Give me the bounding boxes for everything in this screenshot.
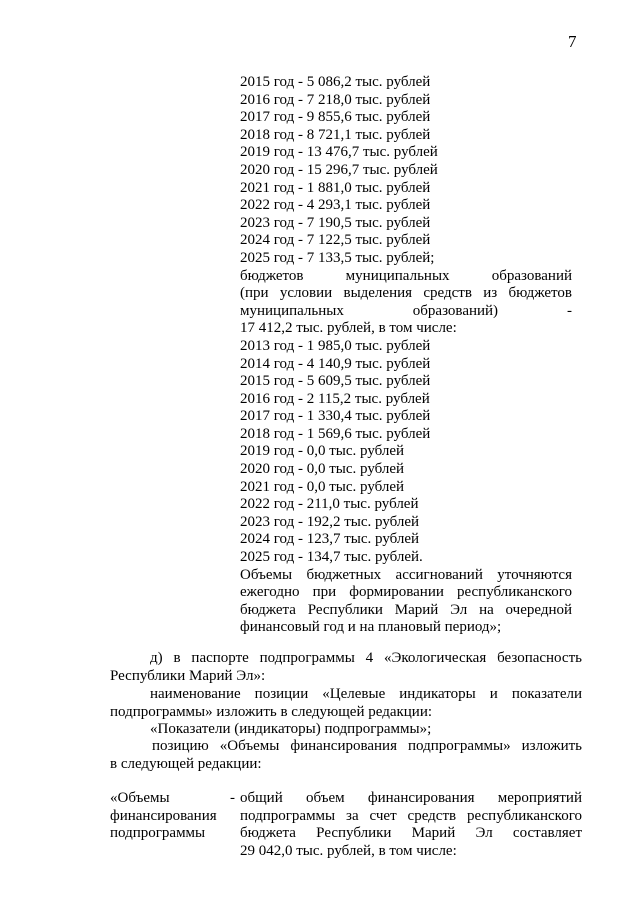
paragraph-line: Республики Марий Эл»:: [110, 667, 266, 684]
list-item: 2020 год - 15 296,7 тыс. рублей: [240, 161, 438, 178]
list-item: 2017 год - 1 330,4 тыс. рублей: [240, 408, 431, 425]
volumes-note-line: бюджета Республики Марий Эл на очередной: [240, 601, 572, 618]
list-item: 2019 год - 0,0 тыс. рублей: [240, 443, 405, 460]
table-label-line: «Объемы: [110, 790, 170, 806]
list-item: 2015 год - 5 086,2 тыс. рублей: [240, 74, 431, 90]
table-label-line: финансирования: [110, 807, 217, 824]
table-label-cell: [110, 790, 228, 843]
table-value-line: подпрограммы за счет средств республиканского: [240, 807, 582, 824]
list-item: 2023 год - 7 190,5 тыс. рублей: [240, 214, 431, 231]
paragraph-line: позицию «Объемы финансирования подпрограммы» изложить: [152, 738, 582, 754]
municipal-total: 17 412,2 тыс. рублей, в том числе:: [240, 320, 457, 337]
list-item: 2015 год - 5 609,5 тыс. рублей: [240, 373, 431, 390]
table-dash: -: [230, 790, 235, 806]
paragraph-d: [110, 650, 582, 685]
paragraph-indicators: [110, 721, 582, 739]
list-item: 2021 год - 0,0 тыс. рублей: [240, 478, 405, 495]
list-item: 2017 год - 9 855,6 тыс. рублей: [240, 109, 431, 126]
list-item: 2023 год - 192,2 тыс. рублей: [240, 513, 420, 530]
volumes-note-line: Объемы бюджетных ассигнований уточняются: [240, 566, 572, 583]
paragraph-line: наименование позиции «Целевые индикаторы и показатели: [150, 686, 582, 702]
table-value-line: 29 042,0 тыс. рублей, в том числе:: [240, 842, 457, 859]
table-value-line: бюджета Республики Марий Эл составляет: [240, 825, 582, 842]
list-item: 2013 год - 1 985,0 тыс. рублей: [240, 337, 431, 354]
paragraph-line: д) в паспорте подпрограммы 4 «Экологическая безопасность: [150, 650, 582, 666]
paragraph-line: в следующей редакции:: [110, 755, 262, 772]
table-value-cell: [240, 790, 582, 860]
list-item: 2022 год - 4 293,1 тыс. рублей: [240, 197, 431, 214]
list-item: 2018 год - 1 569,6 тыс. рублей: [240, 425, 431, 442]
list-item: 2019 год - 13 476,7 тыс. рублей: [240, 144, 438, 161]
table-value-line: общий объем финансирования мероприятий: [240, 790, 582, 806]
list-item: 2014 год - 4 140,9 тыс. рублей: [240, 355, 431, 372]
list-item: 2016 год - 7 218,0 тыс. рублей: [240, 91, 431, 108]
page-number: 7: [568, 32, 577, 51]
list-item: 2024 год - 7 122,5 тыс. рублей: [240, 232, 431, 249]
list-item: 2021 год - 1 881,0 тыс. рублей: [240, 179, 431, 196]
paragraph-name: [110, 686, 582, 721]
list-item: 2025 год - 7 133,5 тыс. рублей;: [240, 249, 435, 266]
municipal-heading-line: муниципальных образований) -: [240, 302, 572, 319]
municipal-heading-line: (при условии выделения средств из бюджетов: [240, 285, 572, 302]
list-item: 2024 год - 123,7 тыс. рублей: [240, 531, 420, 548]
paragraph-line: «Показатели (индикаторы) подпрограммы»;: [150, 721, 432, 737]
volumes-note-line: ежегодно при формировании республиканского: [240, 584, 572, 601]
paragraph-line: подпрограммы» изложить в следующей редакции:: [110, 703, 433, 720]
list-item: 2020 год - 0,0 тыс. рублей: [240, 461, 405, 478]
paragraph-position: [110, 738, 582, 773]
list-item: 2022 год - 211,0 тыс. рублей: [240, 496, 419, 513]
list-item: 2025 год - 134,7 тыс. рублей.: [240, 549, 423, 566]
list-item: 2018 год - 8 721,1 тыс. рублей: [240, 126, 431, 143]
list-item: 2016 год - 2 115,2 тыс. рублей: [240, 390, 430, 407]
table-label-line: подпрограммы: [110, 825, 206, 842]
funding-column: [240, 74, 572, 637]
volumes-note-line: финансовый год и на плановый период»;: [240, 619, 502, 636]
municipal-heading-line: бюджетов муниципальных образований: [240, 267, 572, 284]
